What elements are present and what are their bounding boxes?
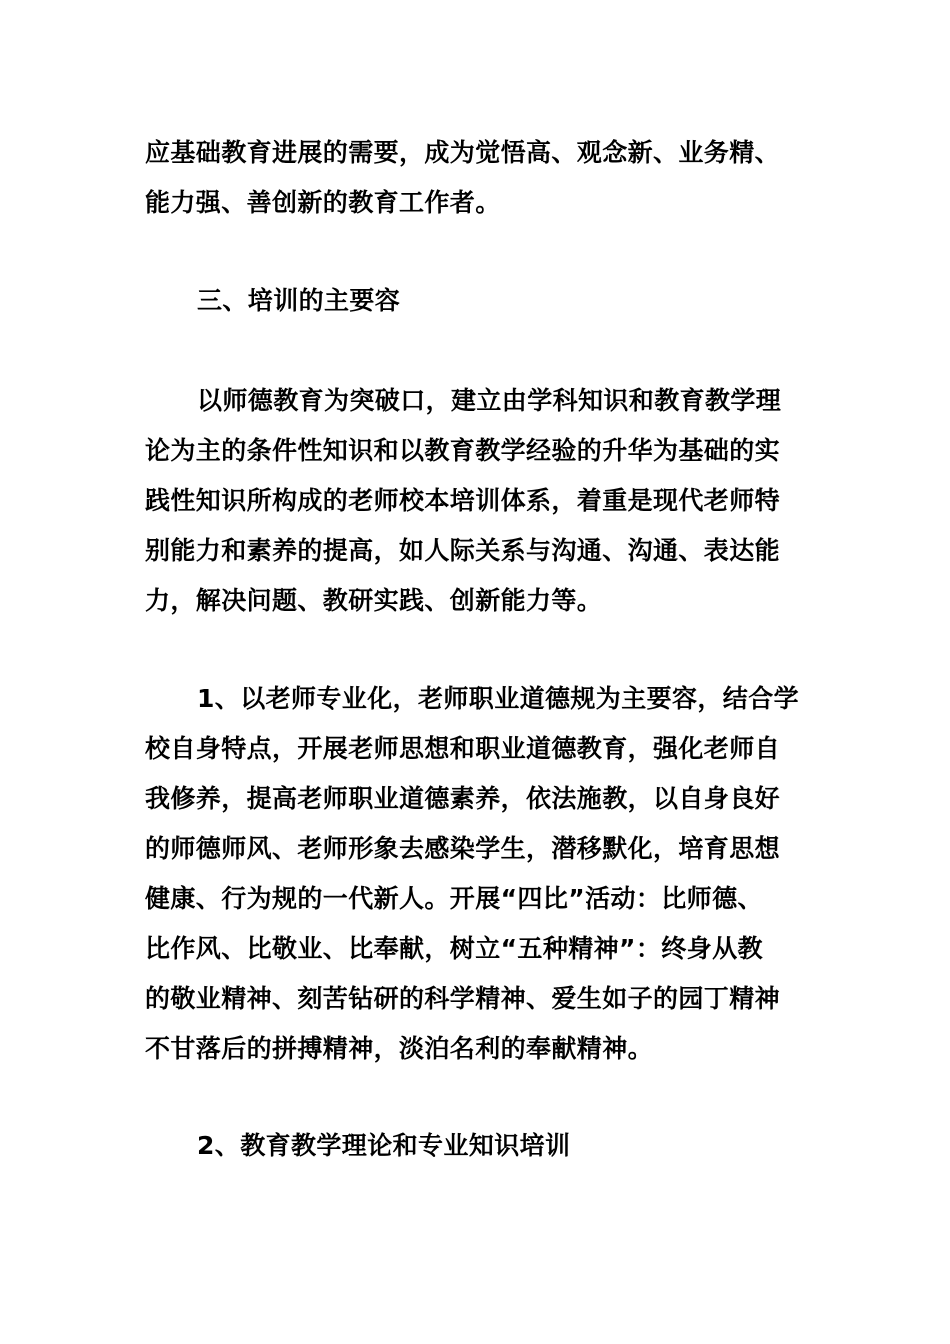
text-line: 1、以老师专业化，老师职业道德规为主要容，结合学 xyxy=(197,684,799,713)
paragraph-intro-continuation xyxy=(145,128,810,228)
text-line: 我修养，提高老师职业道德素养，依法施教，以自身良好 xyxy=(145,784,781,813)
text-line: 健康、行为规的一代新人。开展“四比”活动：比师德、 xyxy=(145,884,763,913)
text-line: 的敬业精神、刻苦钻研的科学精神、爱生如子的园丁精神 xyxy=(145,984,781,1013)
text-line: 能力强、善创新的教育工作者。 xyxy=(145,188,501,217)
text-line: 应基础教育进展的需要，成为觉悟高、观念新、业务精、 xyxy=(145,138,781,167)
text-line: 不甘落后的拼搏精神，淡泊名利的奉献精神。 xyxy=(145,1034,654,1063)
section-heading xyxy=(145,276,810,326)
text-line: 的师德师风、老师形象去感染学生，潜移默化，培育思想 xyxy=(145,834,781,863)
text-line: 2、教育教学理论和专业知识培训 xyxy=(197,1131,571,1160)
text-line: 践性知识所构成的老师校本培训体系，着重是现代老师特 xyxy=(145,486,781,515)
paragraph-item-2 xyxy=(145,1121,810,1171)
text-line: 比作风、比敬业、比奉献，树立“五种精神”：终身从教 xyxy=(145,934,763,963)
text-line: 论为主的条件性知识和以教育教学经验的升华为基础的实 xyxy=(145,436,781,465)
text-line: 校自身特点，开展老师思想和职业道德教育，强化老师自 xyxy=(145,734,781,763)
paragraph-section-body xyxy=(145,376,810,626)
text-line: 别能力和素养的提高，如人际关系与沟通、沟通、表达能 xyxy=(145,536,781,565)
paragraph-item-1 xyxy=(145,674,810,1074)
text-line: 力，解决问题、教研实践、创新能力等。 xyxy=(145,586,603,615)
heading-line: 三、培训的主要容 xyxy=(197,286,401,315)
text-line: 以师德教育为突破口，建立由学科知识和教育教学理 xyxy=(197,386,782,415)
